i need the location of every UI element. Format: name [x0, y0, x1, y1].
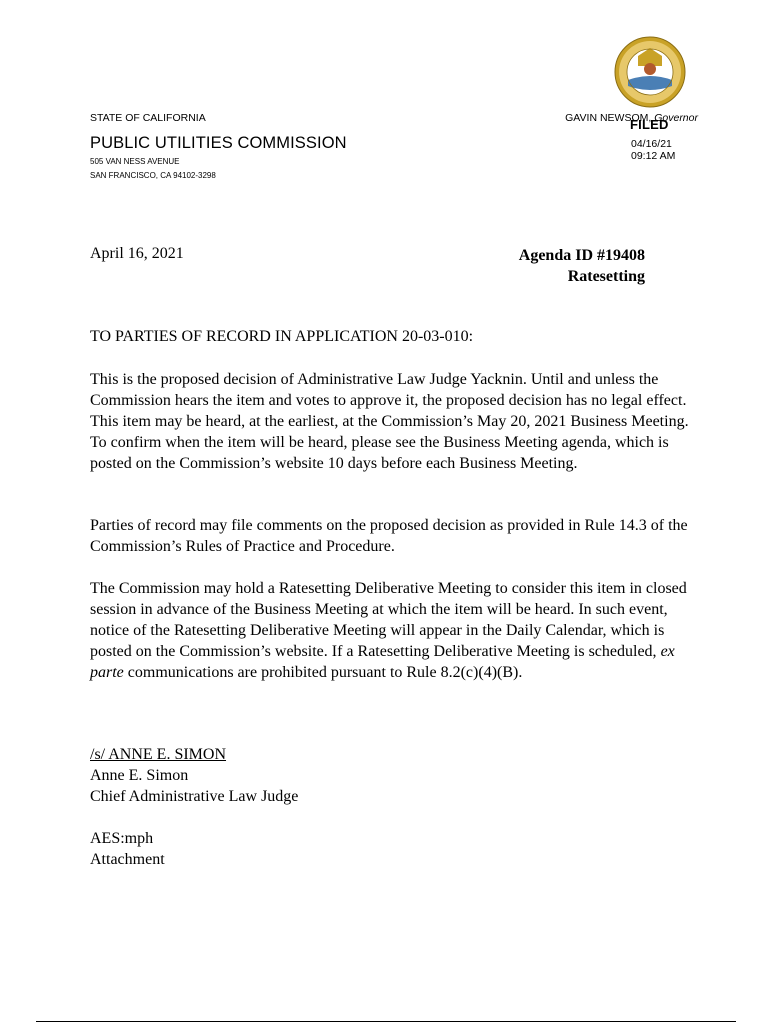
ex-parte-term: ex parte	[90, 643, 675, 681]
paragraph-3-after: communications are prohibited pursuant to Rule 8.2(c)(4)(B).	[127, 664, 523, 681]
bottom-divider	[36, 1021, 736, 1022]
filed-time: 09:12 AM	[631, 150, 676, 162]
signature-line: /s/ ANNE E. SIMON	[90, 746, 227, 763]
reference-initials: AES:mph	[90, 830, 154, 847]
filed-stamp: FILED	[630, 117, 669, 132]
paragraph-3-before: The Commission may hold a Ratesetting Deliberative Meeting to consider this item in closed session in advance of the Business Meeting at which the item will be heard. In such event, notice of the Ratesetting Deliberative Meeting will appear in the Daily Calendar, which is posted on the Commission’s website. If a Ratesetting Deliberative Meeting is scheduled,	[90, 580, 687, 660]
agency-name: PUBLIC UTILITIES COMMISSION	[90, 134, 347, 152]
signer-name: Anne E. Simon	[90, 767, 189, 784]
agenda-id: Agenda ID #19408	[518, 247, 645, 264]
salutation: TO PARTIES OF RECORD IN APPLICATION 20-03-010:	[90, 328, 474, 345]
paragraph-3	[90, 578, 690, 683]
signature-block	[90, 744, 298, 807]
filed-date: 04/16/21	[631, 138, 672, 150]
governor-name: GAVIN NEWSOM,	[565, 112, 652, 124]
filed-datetime	[631, 138, 675, 162]
state-label: STATE OF CALIFORNIA	[90, 112, 206, 124]
signer-title: Chief Administrative Law Judge	[90, 788, 299, 805]
agenda-category: Ratesetting	[567, 268, 645, 285]
paragraph-2: Parties of record may file comments on the proposed decision as provided in Rule 14.3 of the Commission’s Rules of Practice and Procedure.	[90, 517, 688, 555]
agenda-block	[519, 245, 645, 287]
state-seal-icon	[614, 36, 686, 108]
governor-title: Governor	[654, 112, 698, 124]
paragraph-1: This is the proposed decision of Administrative Law Judge Yacknin. Until and unless the Commission hears the item and votes to approve it, the proposed decision has no legal effect. This item may be heard, at the earliest, at the Commission’s May 20, 2021 Business Meeting. To confirm when the item will be heard, please see the Business Meeting agenda, which is posted on the Commission’s website 10 days before each Business Meeting.	[90, 371, 689, 472]
letter-date: April 16, 2021	[90, 245, 184, 262]
address-line-2: SAN FRANCISCO, CA 94102-3298	[90, 171, 216, 180]
address-line-1: 505 VAN NESS AVENUE	[90, 157, 180, 166]
reference-block	[90, 828, 165, 870]
enclosure-note: Attachment	[90, 851, 165, 868]
